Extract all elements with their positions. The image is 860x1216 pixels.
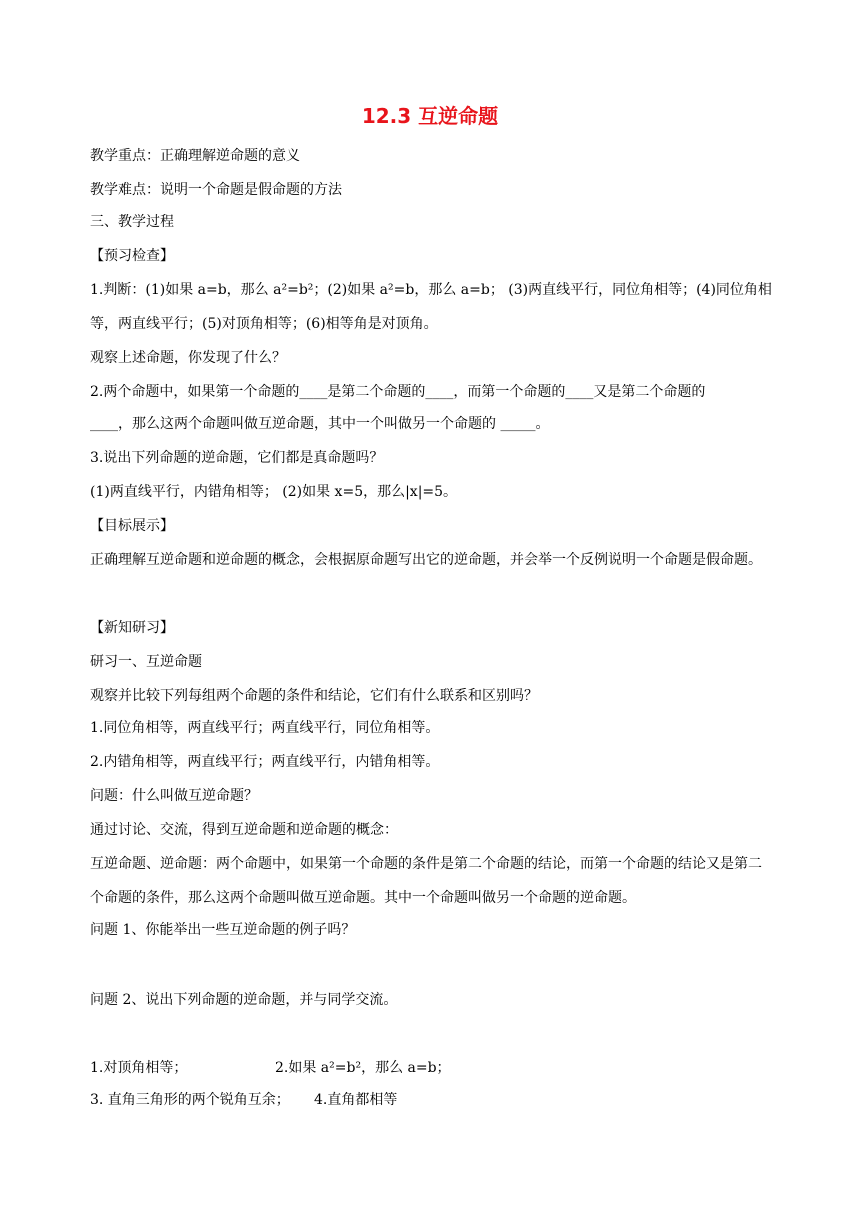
question-1-line-1: 1.判断：(1)如果 a=b，那么 a²=b²；(2)如果 a²=b，那么 a=b； (3)两直线平行，同位角相等；(4)同位角相 — [90, 282, 772, 298]
question-3-items: (1)两直线平行，内错角相等； (2)如果 x=5，那么|x|=5。 — [90, 484, 458, 500]
observe-compare: 观察并比较下列每组两个命题的条件和结论，它们有什么联系和区别吗？ — [90, 688, 538, 704]
problem-2: 问题 2、说出下列命题的逆命题，并与同学交流。 — [90, 992, 398, 1008]
proposition-pair-1: 1.同位角相等，两直线平行；两直线平行，同位角相等。 — [90, 720, 440, 736]
question-2-line-1: 2.两个命题中，如果第一个命题的____是第二个命题的____，而第一个命题的____又是第二个命题的 — [90, 384, 706, 400]
proposition-pair-2: 2.内错角相等，两直线平行；两直线平行，内错角相等。 — [90, 754, 440, 770]
study-one-heading: 研习一、互逆命题 — [90, 654, 202, 670]
goal-text: 正确理解互逆命题和逆命题的概念，会根据原命题写出它的逆命题，并会举一个反例说明一个命题是假命题。 — [90, 552, 762, 568]
new-knowledge-header: 【新知研习】 — [90, 620, 174, 636]
observe-prompt: 观察上述命题，你发现了什么？ — [90, 350, 286, 366]
teaching-difficulty: 教学难点：说明一个命题是假命题的方法 — [90, 182, 342, 198]
definition-text: 互逆命题、逆命题：两个命题中，如果第一个命题的条件是第二个命题的结论，而第一个命题的结论又是第二个命题的条件，那么这两个命题叫做互逆命题。其中一个命题叫做另一个命题的逆命题。 — [90, 856, 762, 906]
problem-1: 问题 1、你能举出一些互逆命题的例子吗？ — [90, 922, 356, 938]
discussion-note: 通过讨论、交流，得到互逆命题和逆命题的概念： — [90, 822, 398, 838]
section-heading: 三、教学过程 — [90, 214, 174, 230]
goal-header: 【目标展示】 — [90, 518, 174, 534]
question-2-line-2: ____，那么这两个命题叫做互逆命题，其中一个叫做另一个命题的 _____。 — [90, 416, 550, 432]
exercise-item-3: 3. 直角三角形的两个锐角互余； — [90, 1092, 290, 1108]
question-3: 3.说出下列命题的逆命题，它们都是真命题吗？ — [90, 450, 384, 466]
exercise-item-4: 4.直角都相等 — [314, 1092, 398, 1108]
question-what-is: 问题：什么叫做互逆命题？ — [90, 788, 258, 804]
preview-header: 【预习检查】 — [90, 248, 174, 264]
exercise-item-2: 2.如果 a²=b²，那么 a=b； — [275, 1060, 451, 1076]
page-title: 12.3 互逆命题 — [361, 104, 499, 128]
exercise-item-1: 1.对顶角相等； — [90, 1060, 188, 1076]
question-1-line-2: 等，两直线平行；(5)对顶角相等；(6)相等角是对顶角。 — [90, 316, 438, 332]
teaching-focus: 教学重点：正确理解逆命题的意义 — [90, 148, 300, 164]
